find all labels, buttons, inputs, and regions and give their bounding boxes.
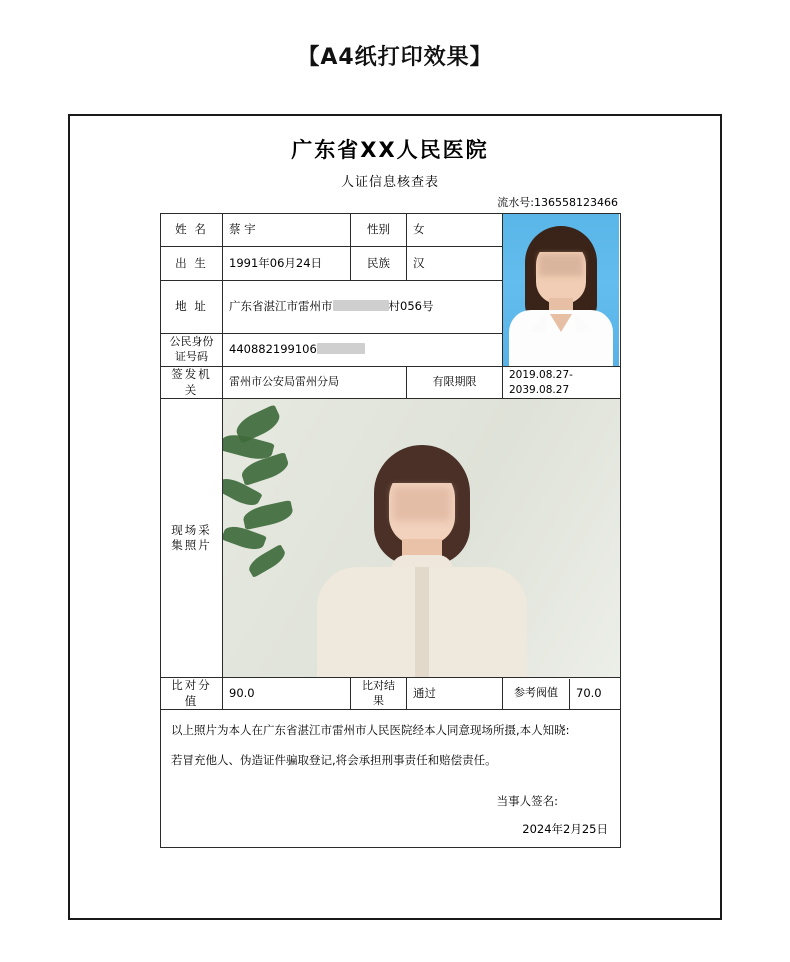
- table-row: [161, 710, 621, 848]
- statement-line-1: 以上照片为本人在广东省湛江市雷州市人民医院经本人同意现场所摄,本人知晓:: [171, 723, 570, 738]
- table-row: [161, 367, 621, 399]
- portrait-collar-right: [574, 309, 592, 333]
- address-redaction-mask: [333, 300, 389, 311]
- signature-label: 当事人签名:: [496, 794, 558, 809]
- id-photo-cell: [503, 214, 621, 367]
- site-photo-fringe: [384, 457, 460, 483]
- hospital-title: 广东省XX人民医院: [291, 138, 489, 162]
- validity-value: 2019.08.27-2039.08.27: [503, 367, 621, 399]
- site-photo-face-blur: [393, 487, 451, 521]
- signature-date: 2024年2月25日: [522, 821, 608, 836]
- portrait-fringe: [534, 236, 588, 252]
- birth-label: 出 生: [161, 247, 223, 280]
- birth-value: 1991年06月24日: [223, 247, 351, 280]
- address-value-prefix: 广东省湛江市雷州市: [229, 298, 333, 313]
- form-subtitle: 人证信息核查表: [340, 175, 439, 190]
- gender-label: 性别: [351, 214, 407, 247]
- portrait-face-blur: [539, 254, 583, 276]
- page-title: 【A4纸打印效果】: [297, 45, 493, 70]
- issuer-value: 雷州市公安局雷州分局: [223, 367, 407, 399]
- threshold-value: 70.0: [576, 685, 602, 700]
- score-label: 比对分值: [161, 678, 223, 710]
- id-number-prefix: 440882199106: [229, 342, 317, 357]
- issuer-label: 签发机关: [161, 367, 223, 399]
- identity-info-table: [160, 213, 621, 848]
- verification-form: [160, 134, 620, 848]
- id-portrait-photo: [503, 214, 619, 366]
- id-number-value: [223, 333, 503, 366]
- result-value: 通过: [407, 678, 503, 710]
- threshold-label: 参考阀值: [503, 679, 570, 709]
- gender-value: 女: [407, 214, 503, 247]
- ethnicity-value: 汉: [407, 247, 503, 280]
- id-number-redaction-mask: [317, 343, 365, 354]
- ethnicity-label: 民族: [351, 247, 407, 280]
- serial-value: 136558123466: [534, 196, 618, 209]
- address-value-suffix: 村056号: [388, 298, 434, 313]
- portrait-vneck: [550, 314, 572, 332]
- result-label: 比对结果: [351, 678, 407, 710]
- potted-plant: [223, 407, 337, 607]
- statement-cell: [161, 710, 621, 848]
- name-value: 蔡 宇: [223, 214, 351, 247]
- statement-line-2: 若冒充他人、伪造证件骗取登记,将会承担刑事责任和赔偿责任。: [171, 753, 497, 768]
- site-captured-photo: [223, 399, 620, 677]
- score-value: 90.0: [223, 678, 351, 710]
- address-label: 地 址: [161, 280, 223, 333]
- site-photo-body: [317, 567, 527, 677]
- serial-number: [160, 194, 620, 210]
- serial-label: 流水号:: [497, 196, 535, 209]
- table-row: [161, 678, 621, 710]
- address-value: [223, 280, 503, 333]
- threshold-cell: [503, 678, 621, 710]
- id-number-label: 公民身份证号码: [161, 333, 223, 366]
- validity-label: 有限期限: [407, 367, 503, 399]
- site-photo-cell: [223, 399, 621, 678]
- site-photo-label: 现场采集照片: [161, 399, 223, 678]
- table-row: [161, 399, 621, 678]
- statement-block: [161, 710, 620, 780]
- portrait-collar-left: [530, 309, 548, 333]
- name-label: 姓 名: [161, 214, 223, 247]
- table-row: [161, 214, 621, 247]
- a4-paper-preview: [68, 114, 722, 920]
